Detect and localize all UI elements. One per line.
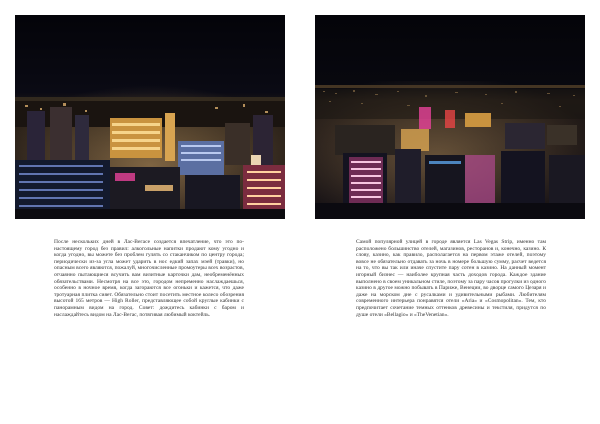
article-paragraph-right: Самой популярной улицей в городе является Las Vegas Strip, именно там расположено большинство отелей, магазинов, ресторанов и, конечно, казино. К слову, казино, как правило, располагается на первом этаже отелей, поэтому вовсе не обязательно отдавать за ночь в номере большую сумму, расчет ведется на то, что вы так или иначе спустите пару сотен в казино. На данный момент игорный бизнес — наиболее крупная часть доходов города. Каждое здание выполнено в своем уникальном стиле, поэтому за пару часов прогулки из одного казино в другое можно побывать в Париже, Венеции, во дворце самого Цезаря и даже на морском дне с русалками и удивительными рыбами. Любителям современного интерьера понравятся отели «Aria» и «Cosmopolitan». Тем, кто предпочитает сочетание темных оттенков древесины и текстиля, придутся по душе отели «Bellagio» и «TheVenetian». bbox=[356, 239, 546, 318]
photo-las-vegas-strip-night bbox=[15, 15, 285, 219]
article-paragraph-left: После нескольких дней в Лас-Вегасе создается впечатление, что это по-настоящему город без правил: алкогольные напитки продают кому угодно и когда угодно, вы можете без проблем гулять со стаканчиком по центру города; периодически из-за угла может ударить в нос едкий запах мэей (травки), но опасным всего являются, пожалуй, многочисленные промоутеры всех возрастов, отчаянно пытающиеся всучить вам визитные карточки дам, необременённых обязательствами. Несмотря на все это, городом непременно наслаждаешься, особенно в ночное время, когда загораются все огоньки и кажется, что даже тротуарная плитка сияет. Обязательно стоит посетить местное колесо обозрения высотой 165 метров — High Roller, представляющее собой круглые кабинки с панорамным видом на город. Совет: дождитесь кабинки с баром и наслаждайтесь видом на Лас-Вегас, потягивая любимый коктейль. bbox=[54, 239, 244, 318]
photo-las-vegas-city-lights bbox=[315, 15, 585, 219]
photo-right-image bbox=[315, 15, 585, 219]
photo-left-image bbox=[15, 15, 285, 219]
